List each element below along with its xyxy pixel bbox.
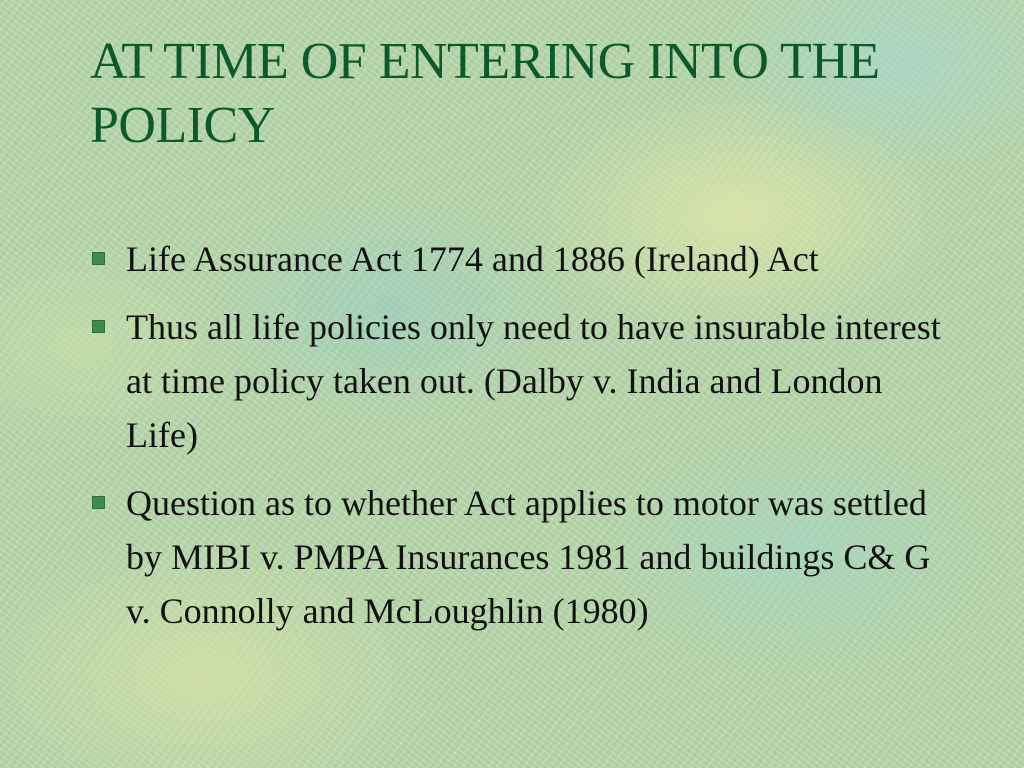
- square-bullet-icon: [92, 320, 105, 333]
- list-item: [90, 232, 950, 286]
- square-bullet-icon: [92, 496, 105, 509]
- bullet-list: [90, 232, 950, 652]
- slide-title: AT TIME OF ENTERING INTO THE POLICY: [90, 33, 880, 154]
- square-bullet-icon: [92, 252, 105, 265]
- list-item: [90, 476, 950, 638]
- bullet-text: Question as to whether Act applies to motor was settled by MIBI v. PMPA Insurances 1981 and buildings C& G v. Connolly and McLoughlin (1980): [126, 483, 931, 631]
- bullet-text: Thus all life policies only need to have insurable interest at time policy taken out. (Dalby v. India and London Life): [126, 307, 941, 455]
- list-item: [90, 300, 950, 462]
- bullet-text: Life Assurance Act 1774 and 1886 (Ireland) Act: [126, 239, 819, 279]
